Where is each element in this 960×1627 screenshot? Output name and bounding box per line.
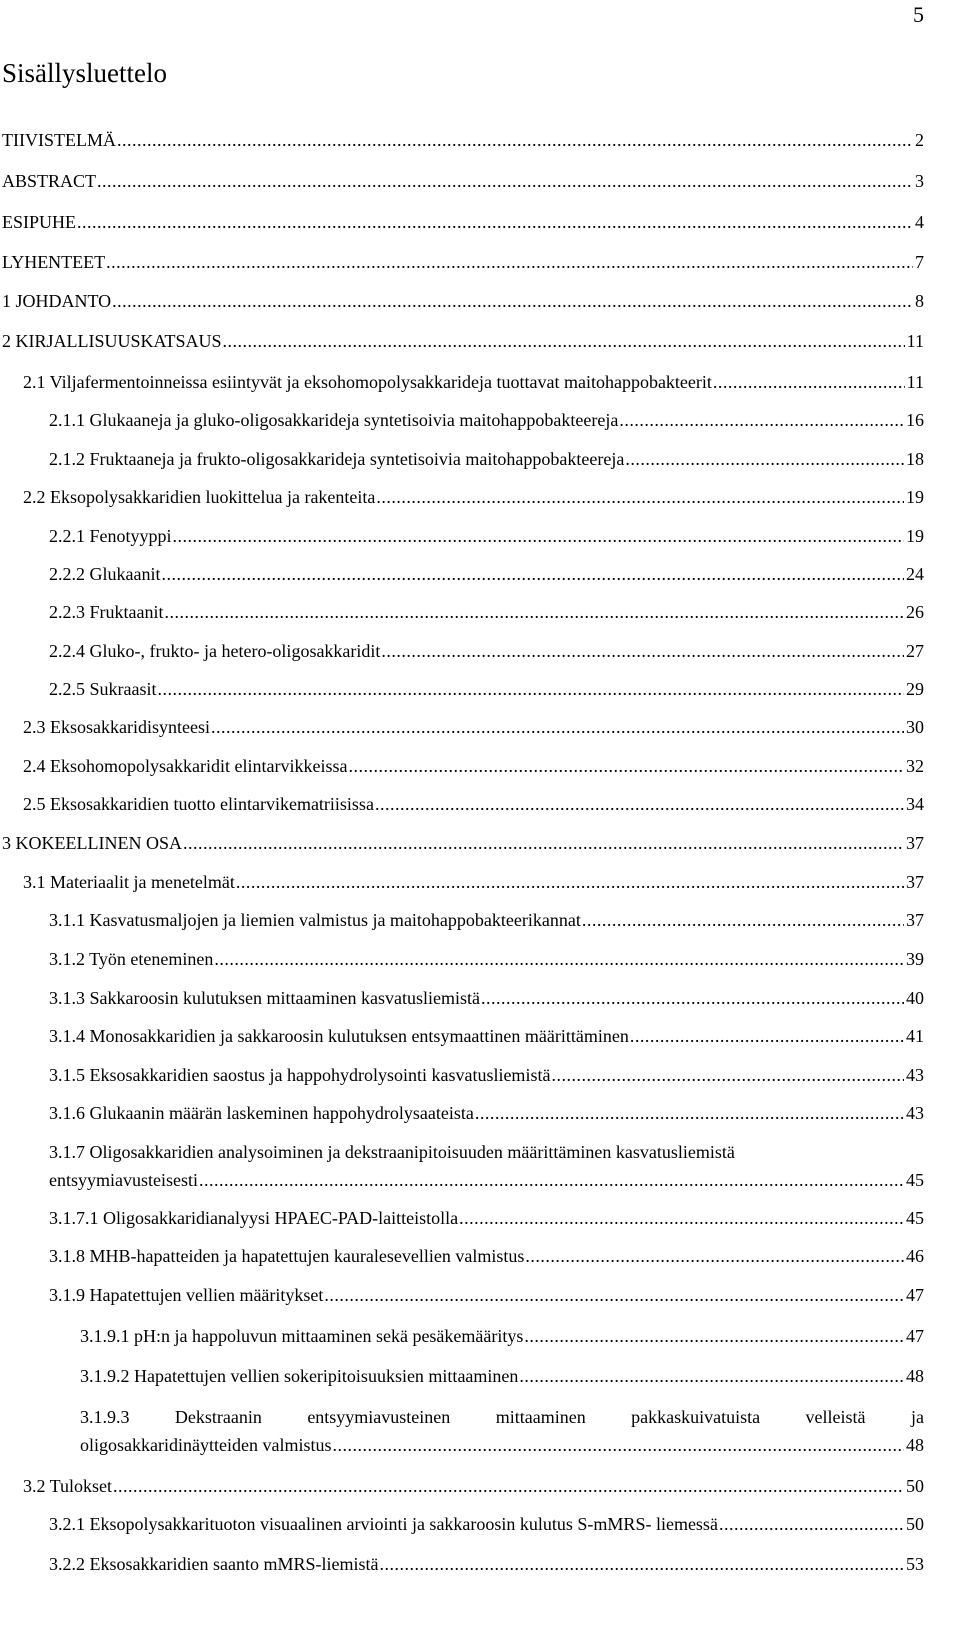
- toc-entry-page: 18: [906, 449, 924, 469]
- toc-entry-page: 29: [906, 679, 924, 699]
- dot-leader: [106, 250, 913, 274]
- toc-entry[interactable]: [0, 986, 960, 1010]
- toc-entry[interactable]: [0, 562, 960, 586]
- toc-entry-page: 32: [906, 756, 924, 776]
- toc-entry-label: 3.1.9 Hapatettujen vellien määritykset: [49, 1285, 324, 1305]
- toc-entry[interactable]: [0, 1512, 960, 1536]
- toc-entry-page: 48: [906, 1435, 924, 1455]
- toc-entry-label: 2.2.3 Fruktaanit: [49, 602, 164, 622]
- dot-leader: [77, 210, 913, 234]
- toc-entry-label: 3.2.1 Eksopolysakkarituoton visuaalinen arviointi ja sakkaroosin kulutus S-mMRS- liemessä: [49, 1514, 718, 1534]
- toc-entry-page: 50: [906, 1514, 924, 1534]
- dot-leader: [332, 1433, 904, 1457]
- toc-entry[interactable]: [0, 1552, 960, 1576]
- toc-entry-page: 53: [906, 1554, 924, 1574]
- toc-entry[interactable]: [0, 1364, 960, 1388]
- dot-leader: [236, 870, 904, 894]
- toc-entry-page: 45: [906, 1170, 924, 1190]
- toc-entry-label: 3.1 Materiaalit ja menetelmät: [23, 872, 235, 892]
- toc-entry[interactable]: [0, 792, 960, 816]
- toc-entry[interactable]: [0, 128, 960, 152]
- toc-entry[interactable]: [0, 1206, 960, 1230]
- toc-entry-word: 3.1.9.3: [80, 1407, 130, 1427]
- toc-entry[interactable]: [0, 524, 960, 548]
- toc-entry-page: 37: [906, 910, 924, 930]
- toc-entry[interactable]: [0, 447, 960, 471]
- toc-entry-word: entsyymiavusteinen: [307, 1407, 451, 1427]
- page-title: Sisällysluettelo: [2, 58, 167, 88]
- dot-leader: [214, 947, 904, 971]
- toc-entry-page: 37: [906, 872, 924, 892]
- dot-leader: [481, 986, 904, 1010]
- toc-entry-label: 2 KIRJALLISUUSKATSAUS: [2, 331, 222, 351]
- toc-entry-label: 3 KOKEELLINEN OSA: [2, 833, 182, 853]
- toc-entry-page: 43: [906, 1065, 924, 1085]
- dot-leader: [211, 715, 904, 739]
- dot-leader: [376, 485, 904, 509]
- toc-entry-page: 34: [906, 794, 924, 814]
- toc-entry[interactable]: [0, 210, 960, 234]
- toc-entry-page: 39: [906, 949, 924, 969]
- toc-entry[interactable]: [0, 639, 960, 663]
- dot-leader: [165, 600, 905, 624]
- toc-entry-page: 24: [906, 564, 924, 584]
- dot-leader: [713, 370, 905, 394]
- toc-entry-label: 2.3 Eksosakkaridisynteesi: [23, 717, 210, 737]
- page-number: 5: [913, 2, 924, 27]
- toc-entry[interactable]: [0, 754, 960, 778]
- toc-entry-page: 48: [906, 1366, 924, 1386]
- dot-leader: [381, 639, 904, 663]
- toc-entry[interactable]: [0, 329, 960, 353]
- toc-entry-label: ABSTRACT: [2, 171, 97, 191]
- toc-entry-label: 3.2 Tulokset: [23, 1476, 113, 1496]
- dot-leader: [519, 1364, 904, 1388]
- dot-leader: [223, 329, 905, 353]
- toc-entry-label: 2.2.2 Glukaanit: [49, 564, 161, 584]
- toc-entry-label: 2.2.1 Fenotyyppi: [49, 526, 172, 546]
- toc-entry-label: LYHENTEET: [2, 252, 106, 272]
- toc-entry-label: 2.1.2 Fruktaaneja ja frukto-oligosakkarideja syntetisoivia maitohappobakteereja: [49, 449, 625, 469]
- toc-entry-label: oligosakkaridinäytteiden valmistus: [80, 1435, 332, 1455]
- dot-leader: [183, 831, 904, 855]
- toc-entry[interactable]: [0, 1405, 960, 1461]
- toc-entry-label: 2.2 Eksopolysakkaridien luokittelua ja rakenteita: [23, 487, 376, 507]
- toc-entry-label: 3.1.3 Sakkaroosin kulutuksen mittaaminen kasvatusliemistä: [49, 988, 480, 1008]
- dot-leader: [379, 1552, 904, 1576]
- toc-entry-page: 41: [906, 1026, 924, 1046]
- toc-entry-page: 45: [906, 1208, 924, 1228]
- toc-entry[interactable]: [0, 1474, 960, 1498]
- toc-entry-page: 26: [906, 602, 924, 622]
- dot-leader: [112, 289, 913, 313]
- toc-entry-page: 2: [915, 130, 924, 150]
- toc-entry[interactable]: [0, 908, 960, 932]
- toc-entry-word: mittaaminen: [495, 1407, 586, 1427]
- toc-entry[interactable]: [0, 1244, 960, 1268]
- toc-entry-page: 4: [915, 212, 924, 232]
- dot-leader: [719, 1512, 904, 1536]
- toc-entry-word: ja: [910, 1407, 924, 1427]
- toc-entry-page: 43: [906, 1103, 924, 1123]
- toc-entry-page: 37: [906, 833, 924, 853]
- toc-entry-page: 47: [906, 1326, 924, 1346]
- toc-entry[interactable]: [0, 250, 960, 274]
- dot-leader: [117, 128, 913, 152]
- dot-leader: [375, 792, 904, 816]
- toc-entry[interactable]: [0, 600, 960, 624]
- toc-entry-label: 2.2.4 Gluko-, frukto- ja hetero-oligosakkaridit: [49, 641, 381, 661]
- toc-entry-page: 40: [906, 988, 924, 1008]
- toc-entry[interactable]: [0, 1324, 960, 1348]
- dot-leader: [158, 677, 905, 701]
- toc-entry-label: TIIVISTELMÄ: [2, 130, 116, 150]
- toc-entry[interactable]: [0, 169, 960, 193]
- dot-leader: [582, 908, 904, 932]
- toc-entry-label: 2.4 Eksohomopolysakkaridit elintarvikkeissa: [23, 756, 348, 776]
- toc-entry-label: 3.1.2 Työn eteneminen: [49, 949, 214, 969]
- toc-entry-word: velleistä: [805, 1407, 866, 1427]
- toc-entry[interactable]: [0, 1140, 960, 1196]
- toc-entry[interactable]: [0, 408, 960, 432]
- toc-entry[interactable]: [0, 677, 960, 701]
- dot-leader: [630, 1024, 904, 1048]
- dot-leader: [524, 1324, 904, 1348]
- dot-leader: [199, 1168, 904, 1192]
- toc-entry-label: 3.1.7.1 Oligosakkaridianalyysi HPAEC-PAD-laitteistolla: [49, 1208, 459, 1228]
- dot-leader: [625, 447, 904, 471]
- dot-leader: [475, 1101, 904, 1125]
- toc-entry[interactable]: [0, 831, 960, 855]
- toc-entry[interactable]: [0, 947, 960, 971]
- toc-entry[interactable]: [0, 289, 960, 313]
- dot-leader: [551, 1063, 904, 1087]
- toc-entry-page: 19: [906, 526, 924, 546]
- toc-entry-label: 3.1.6 Glukaanin määrän laskeminen happohydrolysaateista: [49, 1103, 474, 1123]
- toc-entry-page: 11: [906, 331, 924, 351]
- toc-entry[interactable]: [0, 370, 960, 394]
- toc-entry-page: 11: [906, 372, 924, 392]
- dot-leader: [619, 408, 904, 432]
- toc-entry-page: 50: [906, 1476, 924, 1496]
- toc-entry-label: 2.2.5 Sukraasit: [49, 679, 157, 699]
- toc-entry[interactable]: [0, 1024, 960, 1048]
- dot-leader: [348, 754, 904, 778]
- toc-entry-label: 1 JOHDANTO: [2, 291, 112, 311]
- dot-leader: [97, 169, 913, 193]
- toc-entry[interactable]: [0, 1283, 960, 1307]
- toc-entry-page: 47: [906, 1285, 924, 1305]
- toc-entry-page: 3: [915, 171, 924, 191]
- toc-entry[interactable]: [0, 1063, 960, 1087]
- toc-entry-word: pakkaskuivatuista: [631, 1407, 761, 1427]
- toc-entry-page: 8: [915, 291, 924, 311]
- toc-entry-label-line1: 3.1.7 Oligosakkaridien analysoiminen ja dekstraanipitoisuuden määrittäminen kasvatusliemistä: [49, 1142, 735, 1162]
- toc-entry-label: 3.1.5 Eksosakkaridien saostus ja happohydrolysointi kasvatusliemistä: [49, 1065, 551, 1085]
- toc-entry-page: 19: [906, 487, 924, 507]
- toc-entry-page: 30: [906, 717, 924, 737]
- dot-leader: [173, 524, 904, 548]
- toc-entry-label: entsyymiavusteisesti: [49, 1170, 198, 1190]
- toc-entry-page: 46: [906, 1246, 924, 1266]
- toc-entry-label: 3.2.2 Eksosakkaridien saanto mMRS-liemistä: [49, 1554, 379, 1574]
- toc-entry[interactable]: [0, 485, 960, 509]
- toc-entry-page: 27: [906, 641, 924, 661]
- toc-entry[interactable]: [0, 715, 960, 739]
- toc-entry-label: 2.5 Eksosakkaridien tuotto elintarvikematriisissa: [23, 794, 374, 814]
- dot-leader: [525, 1244, 904, 1268]
- toc-entry-label: 3.1.9.1 pH:n ja happoluvun mittaaminen sekä pesäkemääritys: [80, 1326, 524, 1346]
- toc-entry-page: 16: [906, 410, 924, 430]
- toc-entry-label: 3.1.1 Kasvatusmaljojen ja liemien valmistus ja maitohappobakteerikannat: [49, 910, 581, 930]
- dot-leader: [113, 1474, 904, 1498]
- toc-entry-label-line1: [80, 1405, 924, 1429]
- toc-entry-label: 3.1.9.2 Hapatettujen vellien sokeripitoisuuksien mittaaminen: [80, 1366, 519, 1386]
- toc-entry[interactable]: [0, 870, 960, 894]
- toc-entry[interactable]: [0, 1101, 960, 1125]
- toc-entry-label: 2.1.1 Glukaaneja ja gluko-oligosakkarideja syntetisoivia maitohappobakteereja: [49, 410, 619, 430]
- dot-leader: [324, 1283, 904, 1307]
- toc-entry-label: 3.1.8 MHB-hapatteiden ja hapatettujen kauralesevellien valmistus: [49, 1246, 525, 1266]
- toc-entry-word: Dekstraanin: [174, 1407, 262, 1427]
- dot-leader: [161, 562, 904, 586]
- toc-entry-label: ESIPUHE: [2, 212, 77, 232]
- dot-leader: [459, 1206, 904, 1230]
- toc-entry-label: 3.1.4 Monosakkaridien ja sakkaroosin kulutuksen entsymaattinen määrittäminen: [49, 1026, 629, 1046]
- toc-entry-page: 7: [915, 252, 924, 272]
- toc-entry-label: 2.1 Viljafermentoinneissa esiintyvät ja eksohomopolysakkarideja tuottavat maitohappobakteerit: [23, 372, 712, 392]
